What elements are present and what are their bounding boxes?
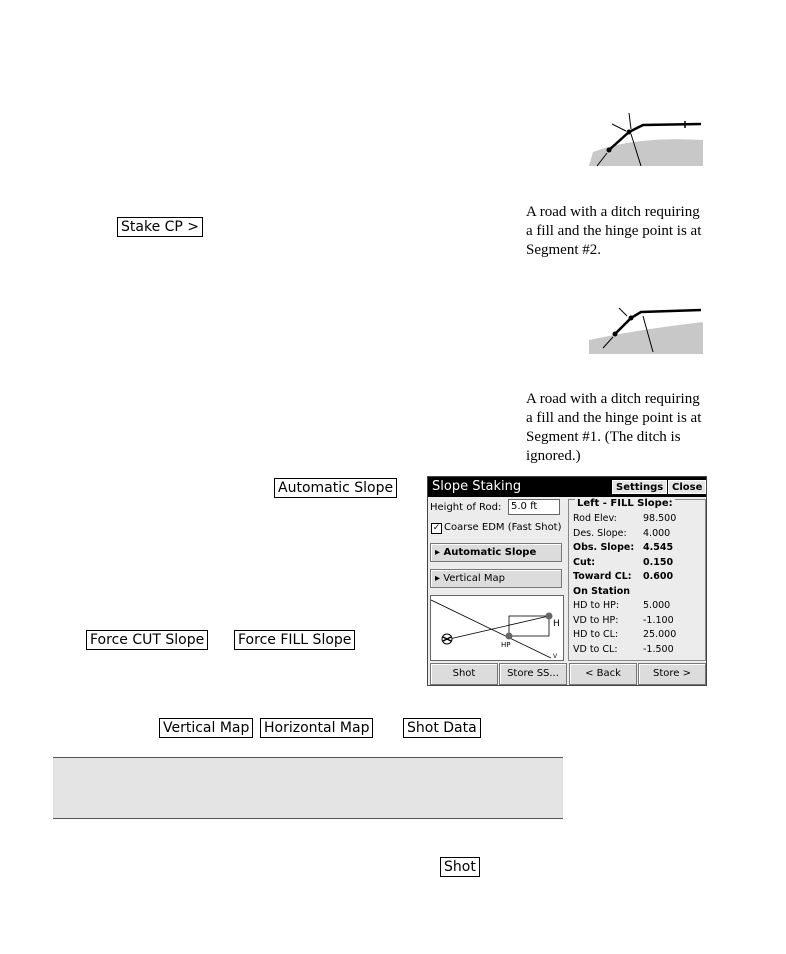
map-h-label: H <box>553 619 560 629</box>
bottom-toolbar <box>428 663 706 685</box>
caption-line: ignored.) <box>526 448 581 464</box>
vertical-map-button[interactable] <box>430 569 562 588</box>
triangle-right-icon: ▸ <box>435 573 444 584</box>
figure-1-caption <box>526 203 716 260</box>
coarse-edm-checkbox[interactable]: ✓ <box>432 523 441 533</box>
readout-key: Toward CL: <box>573 571 632 582</box>
map-hp-label: HP <box>501 641 511 649</box>
readout-key: HD to CL: <box>573 629 619 640</box>
slope-staking-screen <box>427 476 707 686</box>
caption-line: a fill and the hinge point is at <box>526 410 702 426</box>
settings-button[interactable]: Settings <box>612 480 667 494</box>
map-drawing <box>431 596 563 660</box>
readout-key: Obs. Slope: <box>573 542 635 553</box>
readout-value: 98.500 <box>643 513 677 524</box>
terrain-shape <box>589 139 703 166</box>
store-ss-button[interactable]: Store SS... <box>499 663 567 685</box>
readout-key: On Station <box>573 585 631 597</box>
road-fill-hinge-seg2-figure <box>585 110 705 170</box>
automatic-slope-button[interactable] <box>430 543 562 562</box>
vertical-map-tab-label: Vertical Map <box>159 718 253 738</box>
figure-2-caption <box>526 390 716 466</box>
readout-value: 25.000 <box>643 629 677 640</box>
stake-cp-button-label: Stake CP > <box>117 217 203 237</box>
screen-title: Slope Staking <box>432 479 522 494</box>
force-fill-button-label: Force FILL Slope <box>234 630 355 650</box>
road-fill-hinge-seg1-figure <box>585 300 705 360</box>
height-of-rod-input[interactable]: 5.0 ft <box>508 499 560 515</box>
map-v-label: V <box>553 653 558 660</box>
readout-key: VD to HP: <box>573 614 619 626</box>
caption-line: A road with a ditch requiring <box>526 391 700 407</box>
note-box <box>53 757 563 819</box>
readout-value: 4.000 <box>643 527 671 539</box>
vertical-map-view[interactable] <box>430 595 564 661</box>
readout-key: VD to CL: <box>573 643 618 655</box>
title-bar <box>428 477 706 497</box>
readout-value: 5.000 <box>643 600 671 611</box>
triangle-right-icon: ▸ <box>435 547 444 558</box>
readout-value: 0.150 <box>643 556 674 568</box>
caption-line: a fill and the hinge point is at <box>526 223 702 239</box>
vertical-map-label: Vertical Map <box>443 573 505 584</box>
panel-title: Left - FILL Slope: <box>577 498 673 509</box>
readout-value: 0.600 <box>643 571 674 582</box>
height-of-rod-label: Height of Rod: <box>430 502 502 513</box>
fill-slope-panel <box>568 499 706 661</box>
coarse-edm-label: Coarse EDM (Fast Shot) <box>444 522 562 533</box>
shot-data-tab-label: Shot Data <box>403 718 481 738</box>
automatic-slope-label: Automatic Slope <box>443 547 537 558</box>
readout-key: Rod Elev: <box>573 513 617 524</box>
force-cut-button-label: Force CUT Slope <box>86 630 208 650</box>
shot-button-label: Shot <box>440 857 480 877</box>
readout-value: 4.545 <box>643 542 674 553</box>
caption-line: Segment #2. <box>526 242 601 258</box>
horizontal-map-tab-label: Horizontal Map <box>260 718 373 738</box>
readout-key: HD to HP: <box>573 600 620 611</box>
store-next-button[interactable]: Store > <box>638 663 706 685</box>
readout-key: Des. Slope: <box>573 527 627 539</box>
back-button[interactable]: < Back <box>569 663 637 685</box>
readout-key: Cut: <box>573 556 596 568</box>
automatic-slope-button-label: Automatic Slope <box>274 478 397 498</box>
caption-line: Segment #1. (The ditch is <box>526 429 681 445</box>
shot-button[interactable]: Shot <box>430 663 498 685</box>
readout-value: -1.500 <box>643 643 674 655</box>
caption-line: A road with a ditch requiring <box>526 204 700 220</box>
close-button[interactable]: Close <box>668 480 706 494</box>
readout-value: -1.100 <box>643 614 674 626</box>
